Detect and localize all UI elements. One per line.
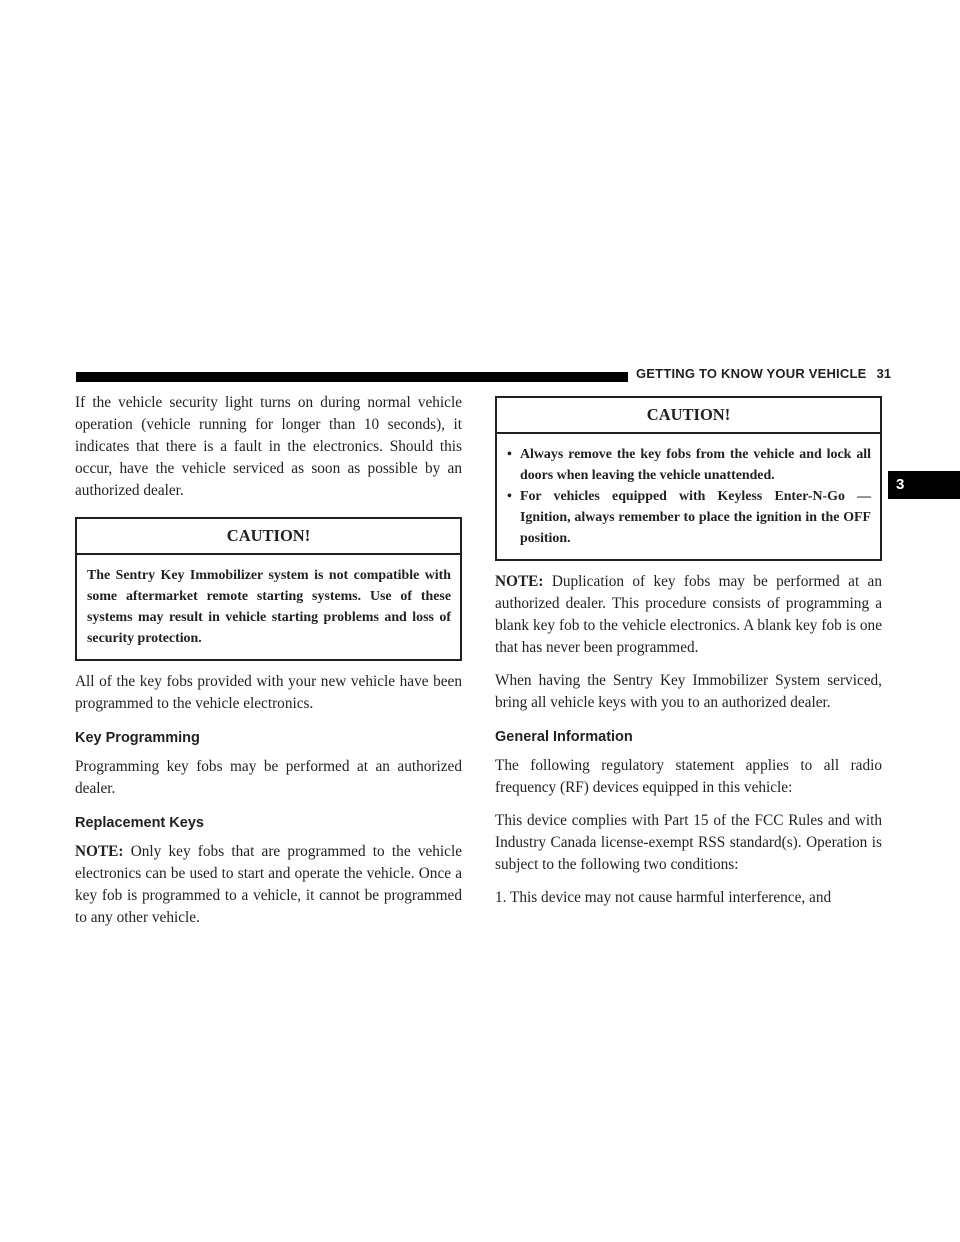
caution-title: CAUTION! (497, 398, 880, 434)
note-label: NOTE: (75, 843, 124, 860)
duplication-note (495, 571, 882, 659)
running-header (636, 366, 891, 381)
caution-item-text: Always remove the key fobs from the vehicle and lock all doors when leaving the vehicle unattended. (520, 447, 871, 483)
bullet-icon: • (507, 489, 512, 504)
caution-box-immobilizer (75, 517, 462, 661)
right-column (495, 392, 882, 920)
condition-item: 1. This device may not cause harmful interference, and (495, 889, 832, 906)
caution-title: CAUTION! (77, 519, 460, 555)
general-information-heading: General Information (495, 729, 633, 745)
caution-item-text: For vehicles equipped with Keyless Enter-N-Go — Ignition, always remember to place the ignition in the OFF position. (520, 489, 871, 546)
bullet-icon: • (507, 447, 512, 462)
service-paragraph: When having the Sentry Key Immobilizer System serviced, bring all vehicle keys with you to an authorized dealer. (495, 672, 882, 711)
caution-item (507, 444, 871, 486)
caution-box-key-fobs (495, 396, 882, 561)
regulatory-paragraph: The following regulatory statement applies to all radio frequency (RF) devices equipped in this vehicle: (495, 757, 882, 796)
note-label: NOTE: (495, 573, 544, 590)
fcc-paragraph: This device complies with Part 15 of the FCC Rules and with Industry Canada license-exempt RSS standard(s). Operation is subject to the following two conditions: (495, 812, 882, 873)
fobs-paragraph: All of the key fobs provided with your new vehicle have been programmed to the vehicle electronics. (75, 673, 462, 712)
key-programming-text: Programming key fobs may be performed at an authorized dealer. (75, 758, 462, 797)
left-column (75, 392, 462, 940)
caution-text: The Sentry Key Immobilizer system is not compatible with some aftermarket remote starting systems. Use of these systems may result in vehicle starting problems and loss of security protection. (87, 568, 451, 646)
caution-list-container (497, 434, 880, 559)
header-rule (76, 372, 628, 382)
caution-list (507, 444, 871, 549)
caution-item (507, 486, 871, 549)
replacement-keys-note (75, 841, 462, 929)
key-programming-heading: Key Programming (75, 730, 200, 746)
section-title: GETTING TO KNOW YOUR VEHICLE (636, 366, 867, 381)
chapter-tab: 3 (888, 471, 960, 499)
note-text: Only key fobs that are programmed to the vehicle electronics can be used to start and operate the vehicle. Once a key fob is programmed to a vehicle, it cannot be programmed to any other vehicle. (75, 843, 463, 926)
replacement-keys-heading: Replacement Keys (75, 815, 204, 831)
note-text: Duplication of key fobs may be performed at an authorized dealer. This procedure consists of programming a blank key fob to the vehicle electronics. A blank key fob is one that has never been programmed. (495, 573, 882, 656)
page-number: 31 (876, 366, 892, 381)
intro-paragraph: If the vehicle security light turns on during normal vehicle operation (vehicle running for longer than 10 seconds), it indicates that there is a fault in the electronics. Should this occur, have the vehicle serviced as soon as possible by an authorized dealer. (75, 394, 462, 499)
